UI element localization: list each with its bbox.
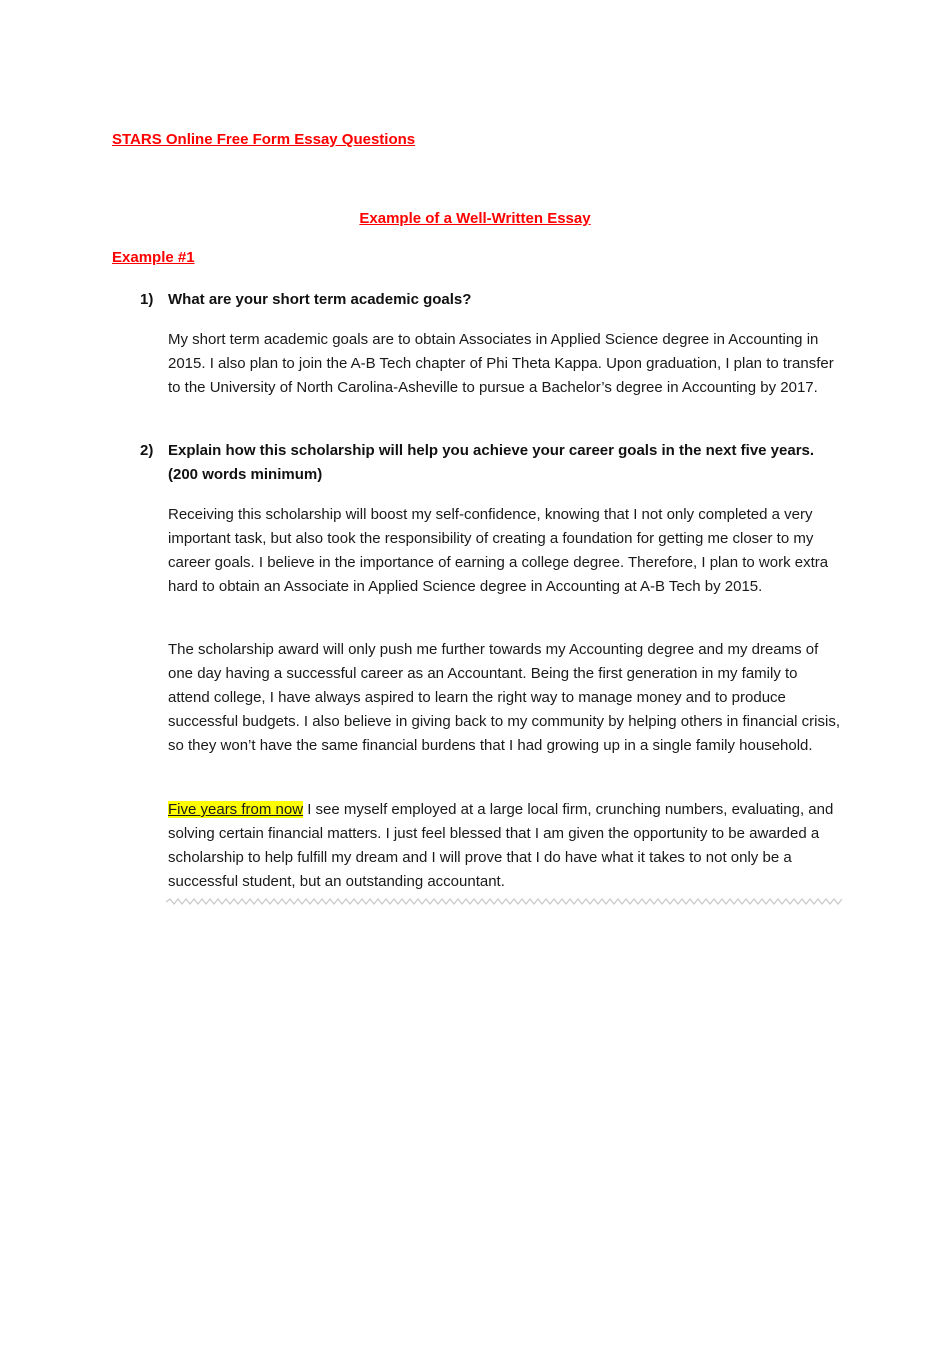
essay-subtitle: Example of a Well-Written Essay (359, 210, 591, 227)
highlighted-phrase: Five years from now (168, 801, 304, 818)
question-text: What are your short term academic goals? (168, 291, 472, 308)
answer-paragraph: My short term academic goals are to obtain Associates in Applied Science degree in Accounting in 2015. I also plan to join the A-B Tech chapter of Phi Theta Kappa. Upon graduation, I plan to transfer to the University of North Carolina-Asheville to pursue a Bachelor’s degree in Accounting by 2017. (168, 331, 834, 396)
question-2 (140, 439, 842, 487)
question-number: 2) (140, 442, 154, 459)
question-number: 1) (140, 291, 154, 308)
question-1 (140, 288, 842, 312)
question-text: Explain how this scholarship will help you achieve your career goals in the next five years. (200 words minimum) (168, 442, 815, 483)
spellcheck-squiggle (166, 897, 842, 907)
answer-paragraph: Receiving this scholarship will boost my self-confidence, knowing that I not only completed a very important task, but also took the responsibility of creating a foundation for getting me closer to my career goals. I believe in the importance of earning a college degree. Therefore, I plan to work extra hard to obtain an Associate in Applied Science degree in Accounting at A-B Tech by 2015. (168, 506, 829, 595)
paragraph-text: I see myself employed at a large local firm, crunching numbers, evaluating, and solving certain financial matters. I just feel blessed that I am given the opportunity to be awarded a scholarship to help fulfill my dream and I will prove that I do have what it takes to not only be a successful student, but an outstanding accountant. (168, 801, 834, 890)
answer-paragraph-final (168, 798, 842, 894)
example-label: Example #1 (112, 249, 195, 266)
answer-paragraph: The scholarship award will only push me further towards my Accounting degree and my dreams of one day having a successful career as an Accountant. Being the first generation in my family to attend college, I have always aspired to learn the right way to manage money and to produce successful budgets. I also believe in giving back to my community by helping others in financial crisis, so they won’t have the same financial burdens that I had growing up in a single family household. (168, 641, 840, 754)
document-title: STARS Online Free Form Essay Questions (112, 131, 416, 148)
